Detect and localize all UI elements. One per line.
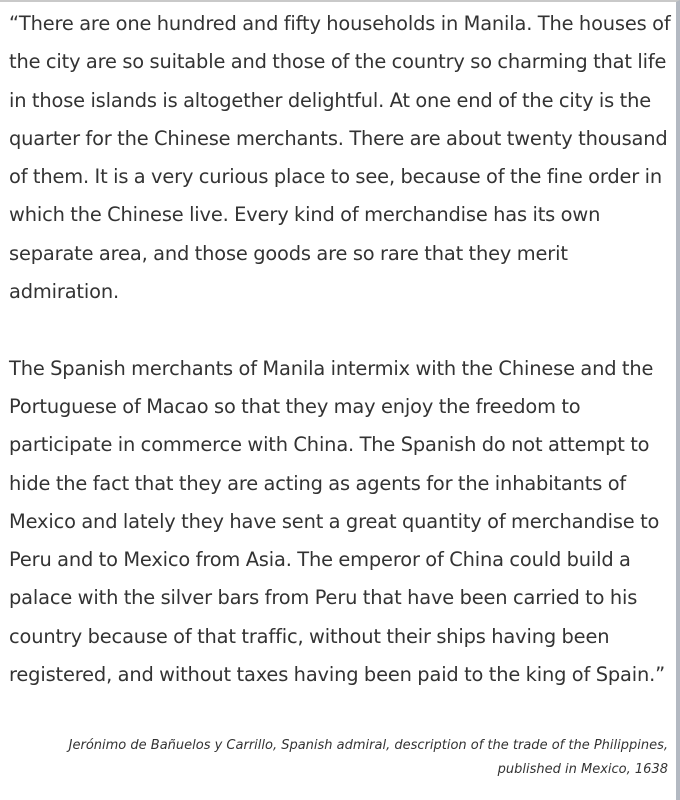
source-attribution: Jerónimo de Bañuelos y Carrillo, Spanish admiral, description of the trade of the Philippines, published in Mexico, 1638 (68, 738, 668, 777)
quote-paragraph-2: The Spanish merchants of Manila intermix with the Chinese and the Portuguese of Macao so that they may enjoy the freedom to participate in commerce with China. The Spanish do not attempt to hide the fact that they are acting as agents for the inhabitants of Mexico and lately they have sent a great quantity of merchandise to Peru and to Mexico from Asia. The emperor of China could build a palace with the silver bars from Peru that have been carried to his country because of that traffic, without their ships having been registered, and without taxes having been paid to the king of Spain.” (9, 356, 666, 687)
quote-block (9, 5, 673, 694)
quote-paragraph-1: “There are one hundred and fifty households in Manila. The houses of the city are so suitable and those of the country so charming that life in those islands is altogether delightful. At one end of the city is the quarter for the Chinese merchants. There are about twenty thousand of them. It is a very curious place to see, because of the fine order in which the Chinese live. Every kind of merchandise has its own separate area, and those goods are so rare that they merit admiration. (9, 12, 671, 304)
